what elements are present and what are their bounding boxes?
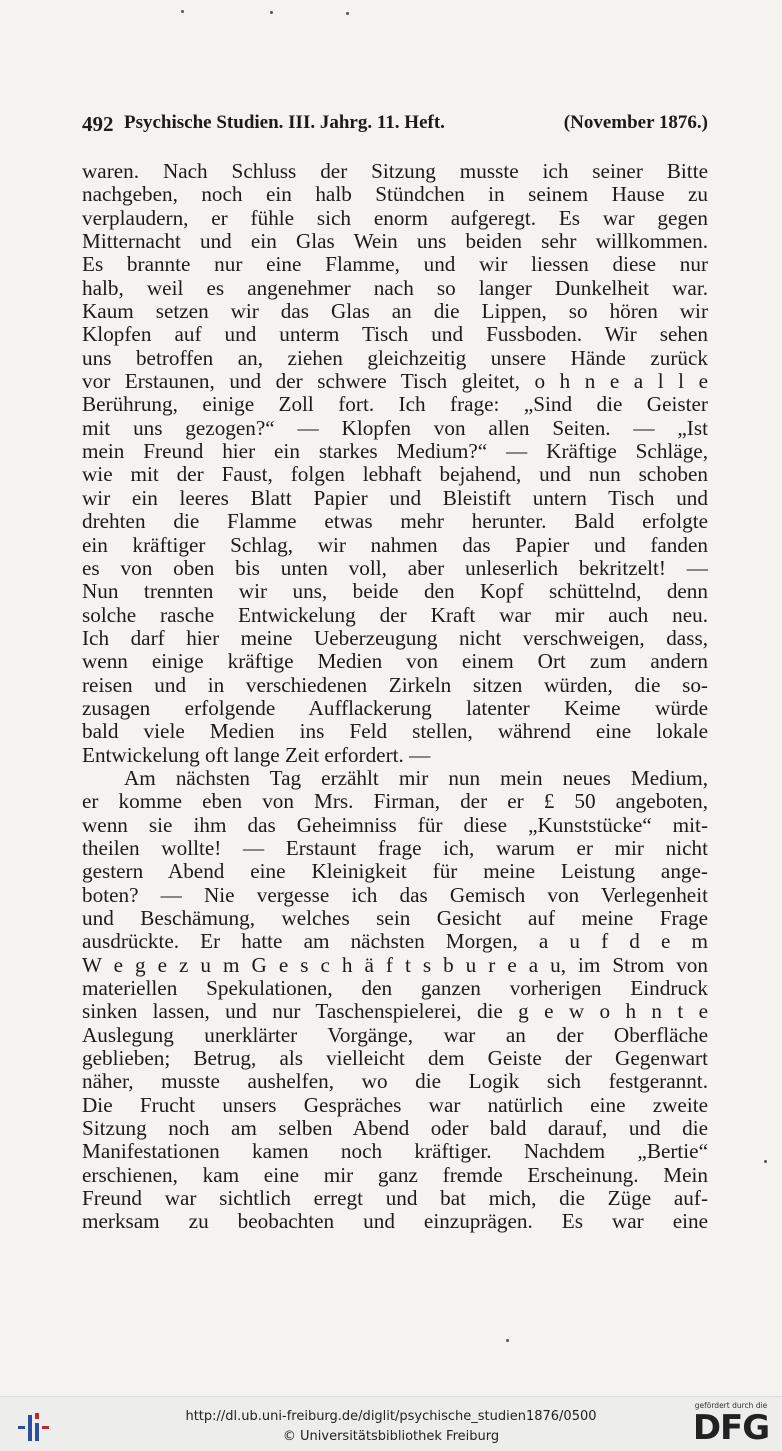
text-line: uns betroffen an, ziehen gleichzeitig unsere Hände zurück	[82, 345, 708, 370]
dfg-logo-text: DFG	[692, 1408, 770, 1448]
text-line: vor Erstaunen, und der schwere Tisch gleitet, o h n e a l l e	[82, 369, 708, 394]
text-line: Kaum setzen wir das Glas an die Lippen, so hören wir	[82, 299, 708, 324]
page-header	[82, 112, 708, 142]
text-line: zusagen erfolgende Aufflackerung latenter Keime würde	[82, 695, 708, 720]
viewer-footer	[0, 1396, 782, 1451]
text-line: wie mit der Faust, folgen lebhaft bejahend, und nun schoben	[82, 462, 708, 487]
text-line: bald viele Medien ins Feld stellen, während eine lokale	[82, 719, 708, 744]
text-line: Freund war sichtlich erregt und bat mich, die Züge auf-	[82, 1186, 708, 1211]
text-line: näher, musste aushelfen, wo die Logik sich festgerannt.	[82, 1069, 708, 1094]
text-line: halb, weil es angenehmer nach so langer Dunkelheit war.	[82, 275, 708, 300]
text-line: Auslegung unerklärter Vorgänge, war an der Oberfläche	[82, 1022, 708, 1047]
dfg-funding-logo[interactable]	[688, 1401, 774, 1447]
text-line: mein Freund hier ein starkes Medium?“ — Kräftige Schläge,	[82, 439, 708, 464]
text-line: verplaudern, er fühle sich enorm aufgeregt. Es war gegen	[82, 205, 708, 230]
text-line: theilen wollte! — Erstaunt frage ich, warum er mir nicht	[82, 835, 708, 860]
text-line: geblieben; Betrug, als vielleicht dem Geiste der Gegenwart	[82, 1046, 708, 1071]
copyright-notice: © Universitätsbibliothek Freiburg	[282, 1429, 500, 1444]
text-line: Die Frucht unsers Gespräches war natürlich eine zweite	[82, 1092, 708, 1117]
scan-speck	[346, 12, 349, 15]
text-line: Mitternacht und ein Glas Wein uns beiden sehr willkommen.	[82, 229, 708, 254]
text-line: und Beschämung, welches sein Gesicht auf meine Frage	[82, 906, 708, 930]
text-line: reisen und in verschiedenen Zirkeln sitzen würden, die so-	[82, 672, 708, 697]
text-line: Manifestationen kamen noch kräftiger. Nachdem „Bertie“	[82, 1139, 708, 1164]
text-line: nachgeben, noch ein halb Stündchen in seinem Hause zu	[82, 182, 708, 207]
text-line: waren. Nach Schluss der Sitzung musste ich seiner Bitte	[82, 159, 708, 183]
body-text	[82, 160, 708, 1234]
dfg-caption: gefördert durch die	[694, 1401, 768, 1410]
issue-date: (November 1876.)	[563, 112, 708, 133]
text-line: Entwickelung oft lange Zeit erfordert. —	[82, 742, 431, 767]
text-line: erschienen, kam eine mir ganz fremde Erscheinung. Mein	[82, 1162, 708, 1187]
page-number: 492	[82, 112, 114, 136]
text-line: es von oben bis unten voll, aber unleserlich bekritzelt! —	[82, 555, 708, 580]
text-line: Am nächsten Tag erzählt mir nun mein neues Medium,	[124, 765, 708, 790]
text-line: drehten die Flamme etwas mehr herunter. Bald erfolgte	[82, 509, 708, 534]
text-line: W e g e z u m G e s c h ä f t s b u r e a u, im Strom von	[82, 952, 708, 977]
text-line: solche rasche Entwickelung der Kraft war mir auch neu.	[82, 602, 708, 627]
text-line: Klopfen auf und unterm Tisch und Fussboden. Wir sehen	[82, 322, 708, 347]
running-head: Psychische Studien. III. Jahrg. 11. Heft.	[124, 112, 445, 133]
text-line: er komme eben von Mrs. Firman, der er £ 50 angeboten,	[82, 789, 708, 814]
text-line: merksam zu beobachten und einzuprägen. Es war eine	[82, 1209, 708, 1234]
text-line: mit uns gezogen?“ — Klopfen von allen Seiten. — „Ist	[82, 415, 708, 440]
text-line: ein kräftiger Schlag, wir nahmen das Papier und fanden	[82, 532, 708, 557]
text-line: wir ein leeres Blatt Papier und Bleistift untern Tisch und	[82, 485, 708, 510]
text-line: wenn sie ihm das Geheimniss für diese „Kunststücke“ mit-	[82, 812, 708, 837]
scan-speck	[764, 1160, 767, 1163]
text-line: boten? — Nie vergesse ich das Gemisch von Verlegenheit	[82, 882, 708, 907]
text-line: Berührung, einige Zoll fort. Ich frage: „Sind die Geister	[82, 392, 708, 417]
scan-speck	[270, 11, 273, 14]
text-line: Sitzung noch am selben Abend oder bald darauf, und die	[82, 1116, 708, 1141]
text-line: wenn einige kräftige Medien von einem Ort zum andern	[82, 649, 708, 674]
text-line: Nun trennten wir uns, beide den Kopf schüttelnd, denn	[82, 579, 708, 604]
scan-speck	[181, 10, 184, 13]
permalink-url[interactable]: http://dl.ub.uni-freiburg.de/diglit/psychische_studien1876/0500	[185, 1409, 597, 1424]
scan-speck	[506, 1339, 509, 1342]
text-line: materiellen Spekulationen, den ganzen vorherigen Eindruck	[82, 976, 708, 1001]
text-line: Es brannte nur eine Flamme, und wir liessen diese nur	[82, 252, 708, 277]
text-line: Ich darf hier meine Ueberzeugung nicht verschweigen, dass,	[82, 625, 708, 650]
text-line: ausdrückte. Er hatte am nächsten Morgen, a u f d e m	[82, 929, 708, 954]
text-line: gestern Abend eine Kleinigkeit für meine Leistung ange-	[82, 859, 708, 884]
text-line: sinken lassen, und nur Taschenspielerei, die g e w o h n t e	[82, 999, 708, 1024]
